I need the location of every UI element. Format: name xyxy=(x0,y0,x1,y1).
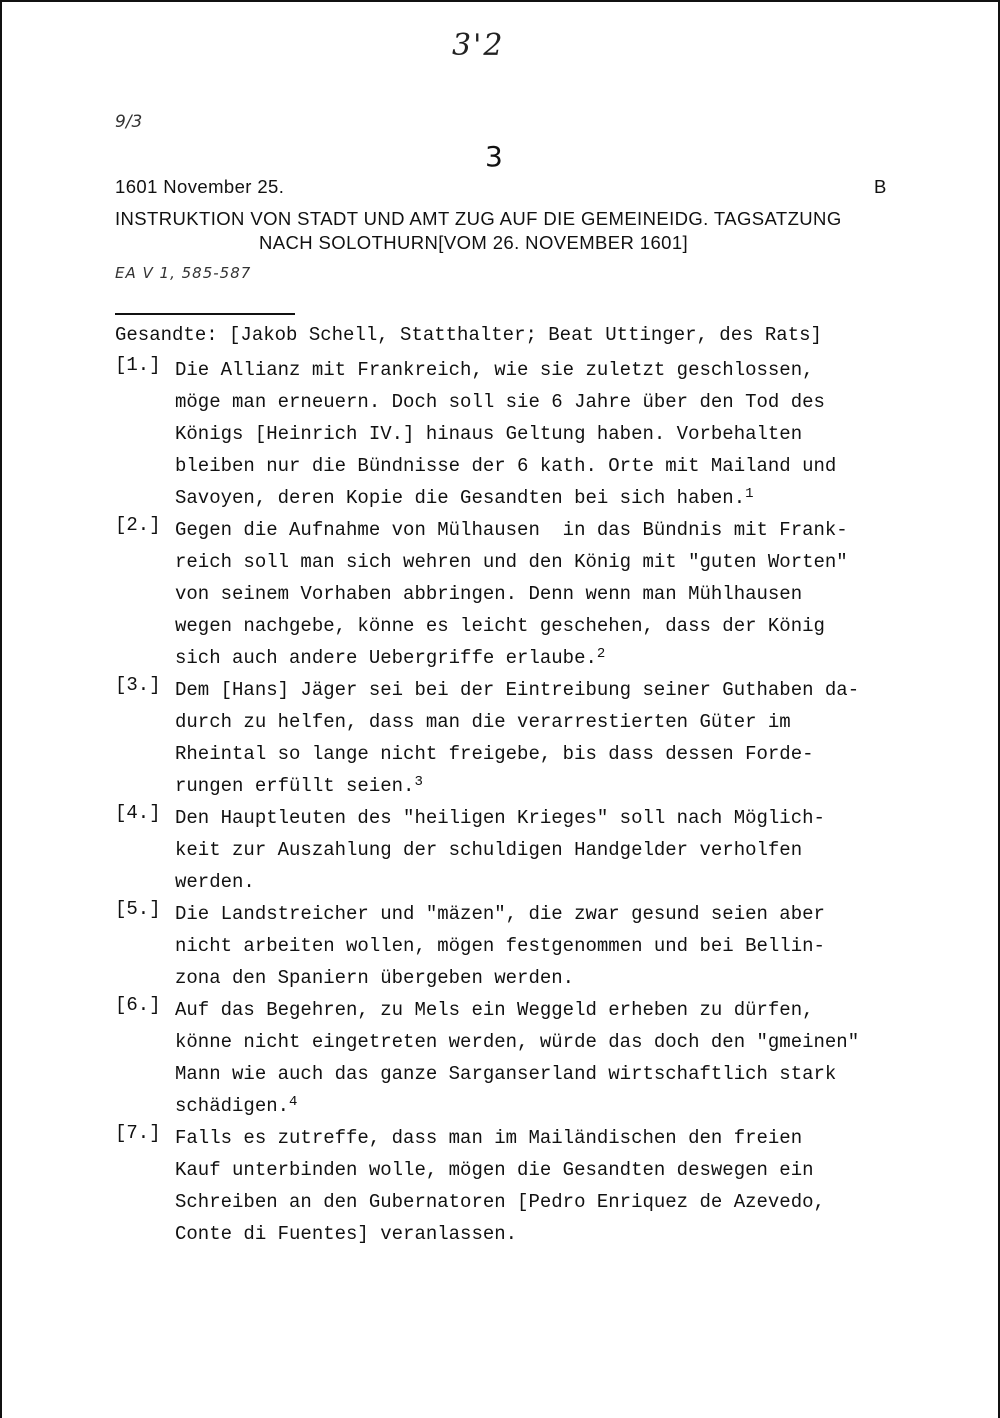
handwritten-page-ref: 9/3 xyxy=(115,112,143,132)
document-classification: B xyxy=(874,176,887,197)
instruction-item xyxy=(115,802,915,898)
item-text-line: wegen nachgebe, könne es leicht geschehen, dass der König xyxy=(175,615,825,637)
item-text-line: Die Landstreicher und "mäzen", die zwar gesund seien aber xyxy=(175,903,825,925)
item-text-line: bleiben nur die Bündnisse der 6 kath. Orte mit Mailand und xyxy=(175,455,837,477)
item-text-line: reich soll man sich wehren und den König mit "guten Worten" xyxy=(175,551,848,573)
item-number: [1.] xyxy=(115,354,161,376)
item-text-line: Rheintal so lange nicht freigebe, bis dass dessen Forde- xyxy=(175,743,814,765)
scan-border-top xyxy=(0,0,1000,2)
item-text-line: durch zu helfen, dass man die verarrestierten Güter im xyxy=(175,711,791,733)
instruction-items xyxy=(115,354,915,1250)
divider-rule xyxy=(115,313,295,315)
item-text-line: Die Allianz mit Frankreich, wie sie zuletzt geschlossen, xyxy=(175,359,814,381)
footnote-marker: 2 xyxy=(596,646,606,662)
handwritten-archive-number: 3'2 xyxy=(452,28,505,63)
item-number: [7.] xyxy=(115,1122,161,1144)
item-text-line: Savoyen, deren Kopie die Gesandten bei sich haben.$^1$ xyxy=(175,486,754,509)
instruction-item xyxy=(115,1122,915,1250)
item-number: [6.] xyxy=(115,994,161,1016)
item-text-line: könne nicht eingetreten werden, würde das doch den "gmeinen" xyxy=(175,1031,860,1053)
footnote-marker: 4 xyxy=(289,1094,298,1110)
item-text-line: Falls es zutreffe, dass man im Mailändischen den freien xyxy=(175,1127,803,1149)
item-text-line: Den Hauptleuten des "heiligen Krieges" soll nach Möglich- xyxy=(175,807,825,829)
item-number: [4.] xyxy=(115,802,161,824)
scan-border-left xyxy=(0,0,2,1418)
item-text-line: Mann wie auch das ganze Sarganserland wirtschaftlich stark xyxy=(175,1063,837,1085)
item-number: [3.] xyxy=(115,674,161,696)
document-title-line-2: NACH SOLOTHURN[VOM 26. NOVEMBER 1601] xyxy=(259,232,689,253)
item-text-line: schädigen.$^4$ xyxy=(175,1094,298,1117)
item-text-line: zona den Spaniern übergeben werden. xyxy=(175,967,575,989)
item-number: [2.] xyxy=(115,514,161,536)
item-text-line: möge man erneuern. Doch soll sie 6 Jahre über den Tod des xyxy=(175,391,825,413)
document-number: 3 xyxy=(485,140,503,173)
item-text-line: Kauf unterbinden wolle, mögen die Gesandten deswegen ein xyxy=(175,1159,814,1181)
item-number: [5.] xyxy=(115,898,161,920)
item-text-line: rungen erfüllt seien.$^3$ xyxy=(175,774,423,797)
footnote-marker: 1 xyxy=(745,486,754,502)
instruction-item xyxy=(115,994,915,1122)
instruction-item xyxy=(115,674,915,802)
instruction-item xyxy=(115,354,915,514)
item-text-line: sich auch andere Uebergriffe erlaube.$^2$ xyxy=(175,646,606,669)
item-text-line: Gegen die Aufnahme von Mülhausen in das Bündnis mit Frank- xyxy=(175,519,848,541)
item-text-line: Auf das Begehren, zu Mels ein Weggeld erheben zu dürfen, xyxy=(175,999,814,1021)
item-text-line: keit zur Auszahlung der schuldigen Handgelder verholfen xyxy=(175,839,803,861)
instruction-item xyxy=(115,514,915,674)
instruction-item xyxy=(115,898,915,994)
source-reference: EA V 1, 585-587 xyxy=(115,264,252,282)
item-text-line: Schreiben an den Gubernatoren [Pedro Enriquez de Azevedo, xyxy=(175,1191,825,1213)
footnote-marker: 3 xyxy=(414,774,423,790)
envoys-line: Gesandte: [Jakob Schell, Statthalter; Beat Uttinger, des Rats] xyxy=(115,324,822,346)
document-date: 1601 November 25. xyxy=(115,176,285,197)
item-text-line: nicht arbeiten wollen, mögen festgenommen und bei Bellin- xyxy=(175,935,825,957)
item-text-line: Königs [Heinrich IV.] hinaus Geltung haben. Vorbehalten xyxy=(175,423,803,445)
item-text-line: Dem [Hans] Jäger sei bei der Eintreibung seiner Guthaben da- xyxy=(175,679,860,701)
document-title-line-1: INSTRUKTION VON STADT UND AMT ZUG AUF DIE GEMEINEIDG. TAGSATZUNG xyxy=(115,208,842,229)
item-text-line: Conte di Fuentes] veranlassen. xyxy=(175,1223,518,1245)
item-text-line: von seinem Vorhaben abbringen. Denn wenn man Mühlhausen xyxy=(175,583,803,605)
item-text-line: werden. xyxy=(175,871,255,893)
